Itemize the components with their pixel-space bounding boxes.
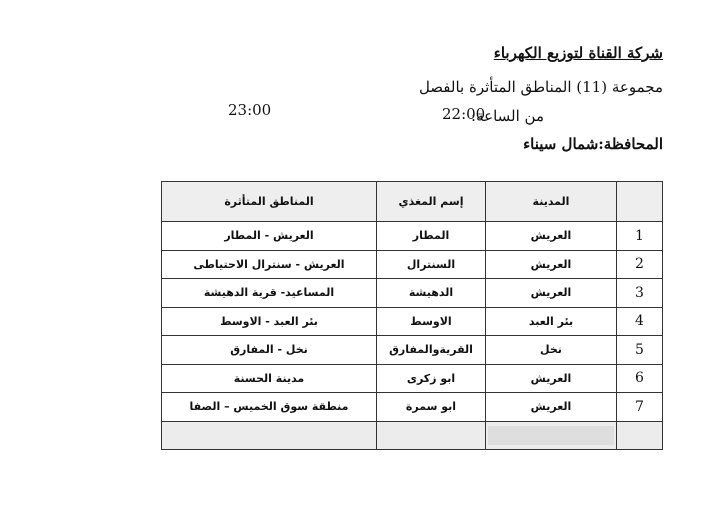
row-feeder: السنترال: [377, 250, 486, 279]
table-row: [162, 364, 663, 393]
row-city: العريش: [486, 393, 617, 422]
table-row: [162, 393, 663, 422]
row-number: 3: [617, 279, 663, 308]
col-header-areas: المناطق المتأثرة: [162, 182, 377, 222]
footer-cell: [617, 421, 663, 450]
row-areas: نخل - المفارق: [162, 336, 377, 365]
row-city: العريش: [486, 279, 617, 308]
footer-cell: [377, 421, 486, 450]
row-city: بئر العبد: [486, 307, 617, 336]
row-city: العريش: [486, 250, 617, 279]
row-city: نخل: [486, 336, 617, 365]
company-name: شركة القناة لتوزيع الكهرباء: [493, 44, 663, 62]
row-areas: مدينة الحسنة: [162, 364, 377, 393]
row-feeder: المطار: [377, 222, 486, 251]
table-row: [162, 307, 663, 336]
affected-areas-table: [161, 181, 663, 450]
from-time-label: من الساعة:: [471, 107, 544, 125]
table-header-row: [162, 182, 663, 222]
row-number: 6: [617, 364, 663, 393]
col-header-city: المدينة: [486, 182, 617, 222]
row-feeder: الدهيشة: [377, 279, 486, 308]
row-areas: بئر العبد - الاوسط: [162, 307, 377, 336]
row-city: العريش: [486, 364, 617, 393]
row-areas: المساعيد- قرية الدهيشة: [162, 279, 377, 308]
footer-cell: [162, 421, 377, 450]
to-time-value: 23:00: [228, 101, 272, 119]
row-feeder: ابو زكرى: [377, 364, 486, 393]
col-header-number: [617, 182, 663, 222]
table-row: [162, 222, 663, 251]
row-number: 1: [617, 222, 663, 251]
row-areas: منطقة سوق الخميس – الصفا: [162, 393, 377, 422]
col-header-feeder: إسم المغذي: [377, 182, 486, 222]
row-feeder: الاوسط: [377, 307, 486, 336]
governorate-label: المحافظة:شمال سيناء: [523, 135, 663, 153]
shaded-block: [488, 426, 614, 445]
row-number: 7: [617, 393, 663, 422]
row-number: 4: [617, 307, 663, 336]
row-feeder: القريةوالمفارق: [377, 336, 486, 365]
row-feeder: ابو سمرة: [377, 393, 486, 422]
table-row: [162, 336, 663, 365]
table-row: [162, 279, 663, 308]
table-footer-row: [162, 421, 663, 450]
row-number: 5: [617, 336, 663, 365]
footer-cell: [486, 421, 617, 450]
group-title: مجموعة (11) المناطق المتأثرة بالفصل: [418, 78, 663, 96]
row-city: العريش: [486, 222, 617, 251]
row-areas: العريش - سنترال الاحتياطى: [162, 250, 377, 279]
from-time-value: 22:00: [442, 105, 486, 123]
row-number: 2: [617, 250, 663, 279]
table-row: [162, 250, 663, 279]
row-areas: العريش - المطار: [162, 222, 377, 251]
